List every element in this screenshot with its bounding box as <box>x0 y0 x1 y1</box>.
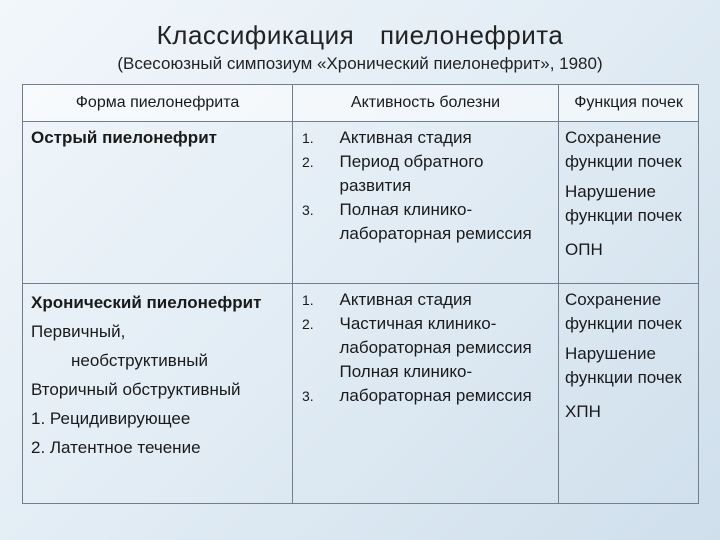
cell-form <box>23 122 293 284</box>
form-line: Первичный, <box>31 322 126 341</box>
form-line: 1. Рецидивирующее <box>31 409 191 428</box>
table-row-acute <box>23 122 699 284</box>
header-activity: Активность болезни <box>293 85 559 122</box>
activity-number: 2. <box>302 154 314 170</box>
table-header-row <box>23 85 699 122</box>
activity-item: Полная клинико-лабораторная ремиссия <box>339 200 532 243</box>
header-function: Функция почек <box>559 85 699 122</box>
cell-function <box>559 284 699 504</box>
function-item: Нарушение функции почек <box>565 182 682 225</box>
cell-activity-numbers <box>293 284 333 504</box>
form-line: 2. Латентное течение <box>31 438 201 457</box>
activity-number: 1. <box>302 292 314 308</box>
cell-activity-items <box>333 284 559 504</box>
activity-number: 3. <box>302 388 314 404</box>
activity-number: 1. <box>302 130 314 146</box>
form-title: Хронический пиелонефрит <box>31 293 262 312</box>
cell-function <box>559 122 699 284</box>
activity-item: Период обратного развития <box>339 152 484 195</box>
classification-table <box>22 84 699 504</box>
function-item: Нарушение функции почек <box>565 344 682 387</box>
activity-item: Частичная клинико-лабораторная ремиссия <box>339 314 532 357</box>
form-line: необструктивный <box>71 351 208 370</box>
activity-item: Активная стадия <box>339 128 472 147</box>
activity-number: 3. <box>302 202 314 218</box>
cell-form <box>23 284 293 504</box>
cell-activity-numbers <box>293 122 333 284</box>
form-title: Острый пиелонефрит <box>31 128 217 147</box>
activity-item: Полная клинико-лабораторная ремиссия <box>339 362 532 405</box>
function-item: ОПН <box>565 240 603 259</box>
function-item: Сохранение функции почек <box>565 290 682 333</box>
activity-item: Активная стадия <box>339 290 472 309</box>
table-row-chronic <box>23 284 699 504</box>
activity-number: 2. <box>302 316 314 332</box>
cell-activity-items <box>333 122 559 284</box>
slide-title: Классификация пиелонефрита <box>156 20 564 50</box>
slide-subtitle: (Всесоюзный симпозиум «Хронический пиелонефрит», 1980) <box>117 54 603 73</box>
form-line: Вторичный обструктивный <box>31 380 241 399</box>
function-item: ХПН <box>565 402 601 421</box>
function-item: Сохранение функции почек <box>565 128 682 171</box>
header-form: Форма пиелонефрита <box>23 85 293 122</box>
